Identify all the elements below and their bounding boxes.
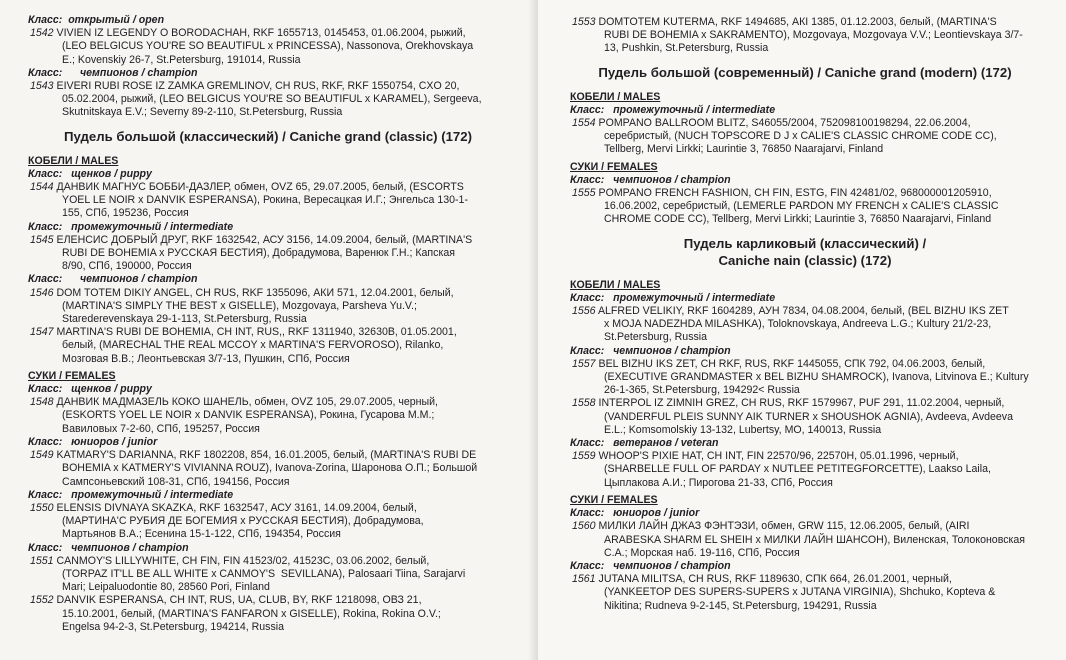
sex-heading: СУКИ / FEMALES [570,493,658,506]
entry-text: WHOOP'S PIXIE HAT, CH INT, FIN 22570/96, 22570H, 05.01.1996, черный, [598,450,959,463]
class-heading: Класс: промежуточный / intermediate [28,488,234,501]
class-heading: Класс: промежуточный / intermediate [28,220,234,233]
entry-line [30,234,538,247]
catalog-entry [572,358,1066,398]
entry-line: (МАРТИНА'С РУБИЯ ДЕ БОГЕМИЯ x РУССКАЯ БЕСТИЯ), Добрадумова, [62,515,424,528]
entry-number: 1560 [572,520,596,533]
entry-line: (VANDERFUL PLEIS SUNNY AIK TURNER x SHOUSHOK AGNIA), Avdeeva, Avdeeva [604,410,1013,423]
entry-text: INTERPOL IZ ZIMNIH GREZ, CH RUS, RKF 1579967, PUF 291, 11.02.2004, черный, [598,397,1005,410]
class-heading: Класс: юниоров / junior [570,507,700,520]
catalog-entry [30,449,538,489]
class-heading: Класс: чемпионов / champion [28,541,189,554]
entry-line [30,181,538,194]
entry-text: POMPANO FRENCH FASHION, CH FIN, ESTG, FIN 42481/02, 968000001205910, [598,187,992,200]
entry-line: RUBI DE BOHEMIA x РУССКАЯ БЕСТИЯ), Добрадумова, Варенюк Г.Н.; Капская [62,247,455,260]
entry-line [572,450,1066,463]
entry-line: (MARTINA'S SIMPLY THE BEST x GISELLE), Mozgovaya, Parsheva Yu.V.; [62,299,417,312]
entry-line [572,117,1066,130]
entry-text: DANVIK ESPERANSA, CH INT, RUS, UA, CLUB, BY, RKF 1218098, ОВЗ 21, [56,594,422,607]
entry-number: 1542 [30,27,54,40]
entry-line: (TORPAZ IT'LL BE ALL WHITE x CANMOY'S SEVILLANA), Palosaari Tiina, Sarajarvi [62,567,466,580]
entry-number: 1554 [572,117,596,130]
class-heading: Класс: чемпионов / champion [570,344,731,357]
entry-line: E.L.; Komsomolskiy 13-132, Lubertsy, MO, 140013, Russia [604,423,882,436]
entry-number: 1552 [30,594,54,607]
entry-text: DOMTOTEM KUTERMA, RKF 1494685, АКІ 1385, 01.12.2003, белый, (MARTINA'S [598,16,997,28]
class-heading: Класс: промежуточный / intermediate [570,103,776,116]
entry-text: POMPANO BALLROOM BLITZ, S46055/2004, 752098100198294, 22.06.2004, [598,117,971,130]
entry-line: серебристый, (NUCH TOPSCORE D J x CALIE'S CLASSIC CHROME CODE CC), [604,130,997,143]
entry-number: 1551 [30,554,54,567]
entry-text: ДАНВИК МАДМАЗЕЛЬ КОКО ШАНЕЛЬ, обмен, OVZ 105, 29.07.2005, черный, [56,396,438,409]
entry-text: BEL BIZHU IKS ZET, CH RKF, RUS, RKF 1445055, СПК 792, 04.06.2003, белый, [598,357,986,370]
entry-line: (EXECUTIVE GRANDMASTER x BEL BIZHU SHAMROCK), Ivanova, Litvinova E.; Kultury [604,371,1029,384]
entry-number: 1555 [572,187,596,200]
entry-number: 1550 [30,501,54,514]
breed-title: Пудель карликовый (классический) / Caniche nain (classic) (172) [683,235,927,268]
class-heading: Класс: чемпионов / champion [570,559,731,572]
catalog-entry [572,573,1066,613]
entry-line: RUBI DE BOHEMIA x SAKRAMENTO), Mozgovaya, Mozgovaya V.V.; Leontievskaya 3/7- [604,29,1023,42]
entry-line: (SHARBELLE FULL OF PARDAY x NUTLEE PETITEGFORCETTE), Laakso Laila, [604,463,991,476]
catalog-entry [572,397,1066,437]
breed-title: Пудель большой (классический) / Caniche grand (classic) (172) [64,128,472,144]
entry-line: Мартьянов В.А.; Есенина 15-1-122, СПб, 194354, Россия [62,528,341,541]
entry-line: (ESKORTS YOEL LE NOIR x DANVIK ESPERANSA), Рокина, Гусарова М.М.; [62,409,435,422]
entry-line: Tellberg, Mervi Lirkki; Laurintie 3, 76850 Naarajarvi, Finland [604,143,884,156]
entry-line: Цыплакова А.И.; Пирогова 21-33, СПб, Россия [604,476,833,489]
entry-text: DOM TOTEM DIKIY ANGEL, CH RUS, RKF 1355096, АКИ 571, 12.04.2001, белый, [56,286,454,299]
catalog-entry [30,234,538,274]
entry-line: BOHEMIA x KATMERY'S VIVIANNA ROUZ), Ivanova-Zorina, Шаронова О.П.; Большой [62,462,478,475]
entry-line: Вавиловых 7-2-60, СПб, 195257, Россия [62,422,260,435]
entry-text: ДАНВИК МАГНУС БОББИ-ДАЗЛЕР, обмен, OVZ 65, 29.07.2005, белый, (ESCORTS [56,181,464,194]
entry-line: ARABESKA SHARM EL SHEIH x МИЛКИ ЛАЙН ШАНСОН), Виленская, Толоконовская [604,533,1026,546]
catalog-entry [572,520,1066,560]
entry-text: MARTINA'S RUBI DE BOHEMIA, CH INT, RUS,, RKF 1311940, 32630B, 01.05.2001, [56,326,457,339]
entry-line: белый, (MARECHAL THE REAL MCCOY x MARTINA'S FERVOROSO), Rilanko, [62,339,444,352]
catalog-entry [30,396,538,436]
class-heading: Класс: промежуточный / intermediate [570,291,776,304]
entry-line: 8/90, СПб, 190000, Россия [62,260,192,273]
entry-number: 1543 [30,80,54,93]
entry-number: 1558 [572,397,596,410]
entry-line: Мозговая В.В.; Леонтьевская 3/7-13, Пушкин, СПб, Россия [62,352,350,365]
catalog-entry [30,27,538,67]
entry-line [572,520,1066,533]
entry-number: 1546 [30,286,54,299]
entry-text: VIVIEN IZ LEGENDY O BORODACHAH, RKF 1655713, 0145453, 01.06.2004, рыжий, [56,27,466,40]
entry-number: 1544 [30,181,54,194]
entry-line [30,80,538,93]
catalog-entry [30,287,538,327]
entry-line [30,594,538,607]
entry-number: 1553 [572,16,596,28]
entry-text: ЕЛЕНСИС ДОБРЫЙ ДРУГ, RKF 1632542, АСУ 3156, 14.09.2004, белый, (MARTINA'S [56,233,473,246]
entry-line: 26-1-365, St.Petersburg, 194292< Russia [604,384,800,397]
entry-line [572,397,1066,410]
entry-line: CHROME CODE CC), Tellberg, Mervi Lirkki; Laurintie 3, 76850 Naarajarvi, Finland [604,213,992,226]
entry-line: Skutnitskaya E.V.; Severny 89-2-110, St.Petersburg, Russia [62,106,343,119]
entry-text: ALFRED VELIKIY, RKF 1604289, АУН 7834, 04.08.2004, белый, (BEL BIZHU IKS ZET [597,305,1009,318]
entry-text: EIVERI RUBI ROSE IZ ZAMKA GREMLINOV, CH RUS, RKF, RKF 1550754, CXO 20, [56,80,460,93]
entry-line [572,16,1066,29]
class-heading: Класс: ветеранов / veteran [570,437,719,450]
class-heading: Класс: щенков / puppy [28,383,152,396]
entry-line: (YANKEETOP DES SUPERS-SUPERS x JUTANA VIRGINIA), Shchuko, Kopteva & [604,586,996,599]
entry-number: 1557 [572,357,596,370]
entry-line [30,326,538,339]
entry-line: YOEL LE NOIR x DANVIK ESPERANSA), Рокина, Вересацкая И.Г.; Энгельса 130-1- [62,194,468,207]
class-heading: Класс: юниоров / junior [28,435,158,448]
sex-heading: КОБЕЛИ / MALES [570,278,661,291]
catalog-entry [572,187,1066,227]
entry-line [572,305,1066,318]
catalog-entry [30,502,538,542]
entry-line: Starederevenskaya 29-1-113, St.Petersburg, Russia [62,313,307,326]
entry-number: 1559 [572,450,596,463]
entry-line: x MOJA NADEZHDA MILASHKA), Toloknovskaya, Andreeva L.G.; Kultury 21/2-23, [604,318,992,331]
entry-line: Mari; Leipaluodontie 80, 28560 Pori, Finland [62,581,270,594]
sex-heading: КОБЕЛИ / MALES [570,90,661,103]
entry-line [572,187,1066,200]
catalog-entry [572,305,1066,345]
entry-line: 15.10.2001, белый, (MARTINA'S FANFARON x GISELLE), Rokina, Rokina O.V.; [62,607,441,620]
right-page [538,0,1066,660]
entry-line [30,287,538,300]
entry-line: 155, СПб, 195236, Россия [62,207,189,220]
entry-line [572,358,1066,371]
catalog-entry [30,555,538,595]
entry-line [30,27,538,40]
breed-title: Пудель большой (современный) / Caniche grand (modern) (172) [598,64,1012,80]
entry-line: 05.02.2004, рыжий, (LEO BELGICUS YOU'RE SO BEAUTIFUL x KARAMEL), Sergeeva, [62,93,482,106]
entry-number: 1561 [572,573,596,586]
class-heading: Класс: чемпионов / champion [570,173,731,186]
entry-line: 13, Pushkin, St.Petersburg, Russia [604,42,769,55]
entry-line [30,555,538,568]
catalog-entry [30,181,538,221]
catalog-entry [30,326,538,366]
entry-number: 1556 [572,305,596,318]
entry-line: (LEO BELGICUS YOU'RE SO BEAUTIFUL x PRINCESSA), Nassonova, Orekhovskaya [62,40,474,53]
class-heading: Класс: открытый / open [28,14,165,26]
entry-line [572,573,1066,586]
entry-number: 1547 [30,326,54,339]
catalog-entry [572,117,1066,157]
catalog-entry [572,16,1066,56]
entry-line [30,449,538,462]
entry-line: Engelsa 94-2-3, St.Petersburg, 194214, Russia [62,620,285,633]
entry-text: ELENSIS DIVNAYA SKAZKA, RKF 1632547, АСУ 3161, 14.09.2004, белый, [56,501,417,514]
sex-heading: СУКИ / FEMALES [570,160,658,173]
entry-line: С.А.; Морская наб. 19-116, СПб, Россия [604,546,800,559]
entry-text: JUTANA MILITSA, CH RUS, RKF 1189630, СПК 664, 26.01.2001, черный, [598,573,952,586]
entry-number: 1549 [30,449,54,462]
entry-line: Nikitina; Rudneva 9-2-145, St.Petersburg, 194291, Russia [604,599,877,612]
entry-number: 1545 [30,233,54,246]
entry-line [30,396,538,409]
entry-line: 16.06.2002, серебристый, (LEMERLE PARDON MY FRENCH x CALIE'S CLASSIC [604,200,999,213]
entry-line: Сампсоньевский 108-31, СПб, 194156, Россия [62,475,290,488]
class-heading: Класс: щенков / puppy [28,167,152,180]
entry-number: 1548 [30,396,54,409]
catalog-entry [30,594,538,634]
catalog-entry [30,80,538,120]
catalog-entry [572,450,1066,490]
sex-heading: СУКИ / FEMALES [28,369,116,382]
sex-heading: КОБЕЛИ / MALES [28,154,119,167]
class-heading: Класс: чемпионов / champion [28,273,198,286]
class-heading: Класс: чемпионов / champion [28,66,198,79]
entry-line [30,502,538,515]
entry-line: E.; Kovenskiy 26-7, St.Petersburg, 191014, Russia [62,53,301,66]
entry-text: KATMARY'S DARIANNA, RKF 1802208, 854, 16.01.2005, белый, (MARTINA'S RUBI DE [56,449,477,462]
entry-text: CANMOY'S LILLYWHITE, CH FIN, FIN 41523/02, 41523C, 03.06.2002, белый, [56,554,430,567]
entry-text: МИЛКИ ЛАЙН ДЖАЗ ФЭНТЭЗИ, обмен, GRW 115, 12.06.2005, белый, (AIRI [598,520,970,533]
entry-line: St.Petersburg, Russia [604,331,708,344]
